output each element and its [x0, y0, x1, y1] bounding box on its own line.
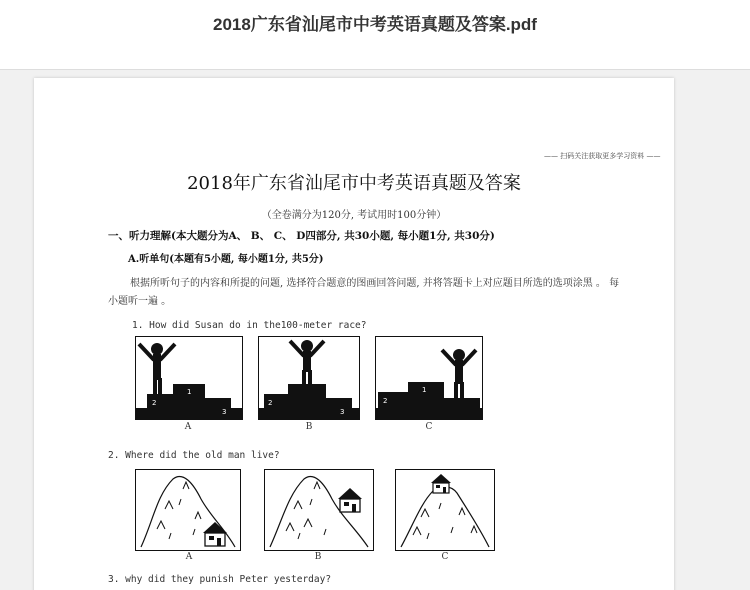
question-2: 2. Where did the old man live?	[108, 450, 280, 461]
question-1: 1. How did Susan do in the100-meter race?	[132, 320, 367, 331]
svg-text:2: 2	[383, 397, 388, 405]
option-label: B	[305, 422, 313, 432]
question-2-picture-a	[135, 469, 241, 551]
svg-text:3: 3	[222, 408, 227, 416]
option-label: A	[185, 552, 193, 562]
svg-text:2: 2	[268, 399, 273, 407]
file-name: 2018广东省汕尾市中考英语真题及答案.pdf	[213, 15, 537, 34]
question-1-picture-b	[258, 336, 360, 420]
svg-text:1: 1	[422, 386, 427, 394]
option-label: C	[425, 422, 433, 432]
option-label: A	[184, 422, 192, 432]
document-title: 2018年广东省汕尾市中考英语真题及答案	[187, 173, 521, 194]
section-heading: 一、听力理解(本大题分为A、 B、 C、 D四部分, 共30小题, 每小题1分, 共30分)	[108, 230, 495, 242]
option-label: C	[441, 552, 449, 562]
svg-text:2: 2	[152, 399, 157, 407]
instructions: 根据所听句子的内容和所提的问题, 选择符合题意的图画回答问题, 并将答题卡上对应题目所选的选项涂黑 。 每小题听一遍 。	[108, 278, 620, 307]
question-3: 3. why did they punish Peter yesterday?	[108, 574, 332, 585]
question-1-picture-a	[135, 336, 243, 420]
svg-text:1: 1	[187, 388, 192, 396]
document-subtitle: （全卷满分为120分, 考试用时100分钟）	[261, 210, 447, 221]
svg-text:3: 3	[340, 408, 345, 416]
option-label: B	[314, 552, 322, 562]
document-page	[34, 78, 674, 590]
page-tagline: —— 扫码关注获取更多学习资料 ——	[544, 152, 661, 160]
viewer-title-bar	[0, 0, 750, 70]
subsection-heading: A.听单句(本题有5小题, 每小题1分, 共5分)	[128, 254, 324, 265]
question-2-picture-c	[395, 469, 495, 551]
question-2-picture-b	[264, 469, 374, 551]
question-1-picture-c	[375, 336, 483, 420]
